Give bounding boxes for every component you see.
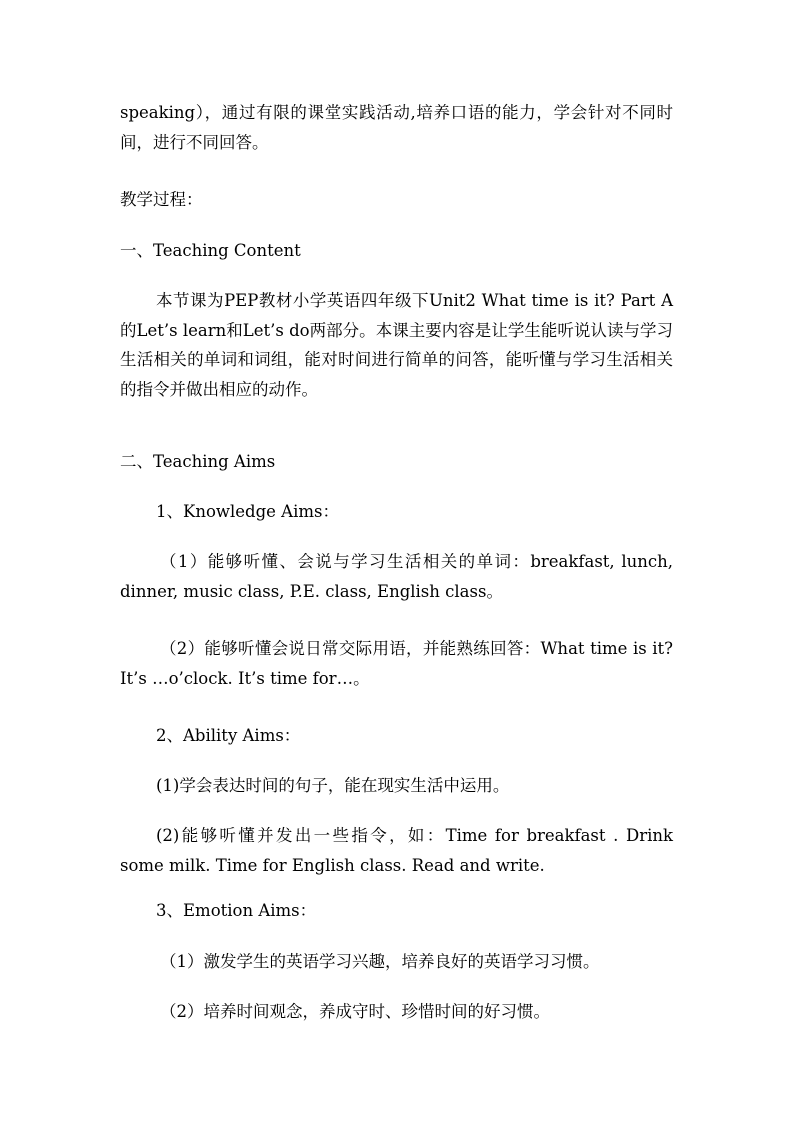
section-teaching-content-heading: 一、Teaching Content (120, 241, 301, 260)
knowledge-aims-heading: 1、Knowledge Aims： (156, 502, 339, 521)
ability-aims-heading: 2、Ability Aims： (156, 726, 301, 745)
knowledge-aim-2: （2）能够听懂会说日常交际用语，并能熟练回答：What time is it? It’s …o’clock. It’s time for…。 (120, 639, 673, 688)
emotion-aim-2: （2）培养时间观念，养成守时、珍惜时间的好习惯。 (160, 1002, 550, 1021)
ability-aim-2: (2)能够听懂并发出一些指令，如：Time for breakfast . Drink some milk. Time for English class. Read and write. (120, 826, 673, 875)
process-heading: 教学过程： (120, 190, 203, 209)
section-teaching-aims-heading: 二、Teaching Aims (120, 452, 276, 471)
knowledge-aim-1: （1）能够听懂、会说与学习生活相关的单词：breakfast, lunch, dinner, music class, P.E. class, English class。 (120, 552, 673, 601)
intro-paragraph: speaking），通过有限的课堂实践活动,培养口语的能力，学会针对不同时间，进行不同回答。 (120, 103, 673, 152)
ability-aim-1: (1)学会表达时间的句子，能在现实生活中运用。 (156, 776, 510, 795)
teaching-content-paragraph: 本节课为PEP教材小学英语四年级下Unit2 What time is it? Part A的Let’s learn和Let’s do两部分。本课主要内容是让学生能听说认读与学习生活相关的单词和词组，能对时间进行简单的问答，能听懂与学习生活相关的指令并做出相应的动作。 (120, 291, 673, 399)
emotion-aim-1: （1）激发学生的英语学习兴趣，培养良好的英语学习习惯。 (160, 952, 600, 971)
emotion-aims-heading: 3、Emotion Aims： (156, 901, 317, 920)
